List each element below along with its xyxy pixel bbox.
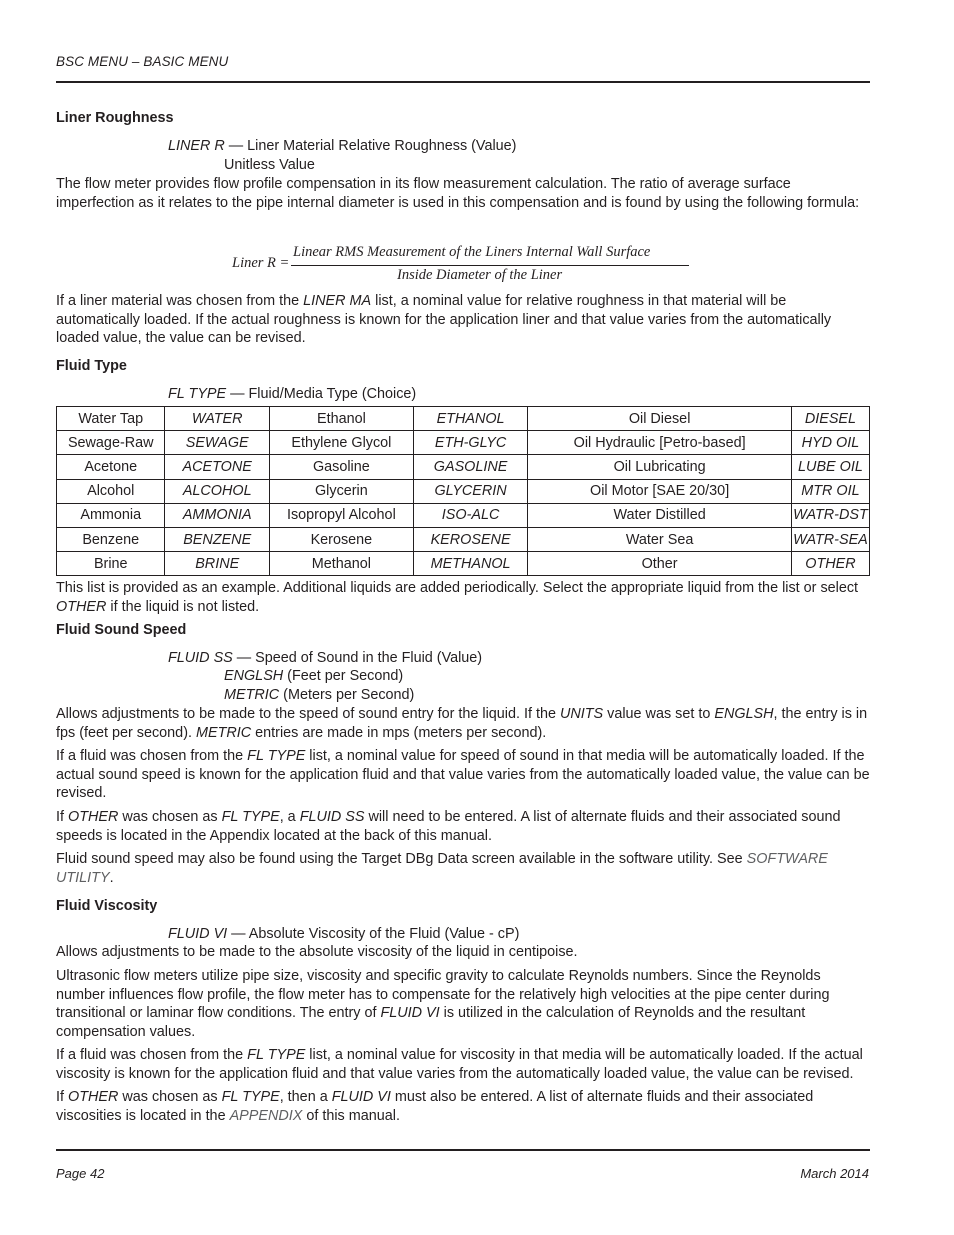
text-run: , the entry is in fps (feet per second). [56, 706, 868, 741]
fluid-name-cell: Ammonia [57, 503, 165, 527]
fluid-code-cell: DIESEL [791, 407, 869, 431]
liner-r-param [168, 137, 516, 156]
text-run: Fluid sound speed may also be found using the Target DBg Data screen available in the software utility. See [56, 851, 747, 867]
fluid-code-cell: WATR-DST [791, 503, 869, 527]
table-row [57, 431, 870, 455]
param-desc: — Fluid/Media Type (Choice) [226, 386, 417, 402]
liner-paragraph-1: The flow meter provides flow profile compensation in its flow measurement calculation. The ratio of average surface imperfection as it relates to the pipe internal diameter is used in this compensation and is found by using the following formula: [56, 176, 860, 211]
fluid-type-note [56, 579, 872, 616]
param-code: METRIC [195, 724, 252, 741]
text-run: If a fluid was chosen from the [56, 748, 248, 764]
text-run: Allows adjustments to be made to the speed of sound entry for the liquid. If the [56, 706, 560, 722]
param-desc: (Feet per Second) [283, 668, 404, 684]
fluid-type-table [56, 406, 870, 576]
param-code: FL TYPE [247, 748, 306, 764]
fluid-code-cell: ACETONE [165, 455, 269, 479]
sound-speed-paragraph-3 [56, 808, 872, 845]
param-code: LINER R [168, 138, 225, 154]
viscosity-paragraph-3 [56, 1046, 872, 1083]
param-code: ENGLSH [714, 706, 774, 722]
fluid-name-cell: Oil Motor [SAE 20/30] [528, 479, 792, 503]
fluid-name-cell: Methanol [269, 552, 413, 576]
viscosity-paragraph-2 [56, 967, 872, 1041]
fluid-code-cell: GLYCERIN [413, 479, 527, 503]
param-desc: — Liner Material Relative Roughness (Value) [224, 138, 517, 154]
param-desc: — Speed of Sound in the Fluid (Value) [232, 650, 483, 666]
header-rule [56, 81, 870, 83]
text-run: , a [279, 809, 300, 825]
fluid-name-cell: Ethylene Glycol [269, 431, 413, 455]
fluid-code-cell: KEROSENE [413, 527, 527, 551]
liner-paragraph-2 [56, 292, 872, 348]
param-code: FLUID VI [168, 926, 228, 942]
liner-r-unit: Unitless Value [224, 157, 315, 173]
text-run: is utilized in the calculation of Reynolds and the resultant compensation values. [56, 1005, 806, 1040]
text-run: If [56, 809, 68, 825]
fluid-name-cell: Oil Diesel [528, 407, 792, 431]
fluid-name-cell: Oil Hydraulic [Petro-based] [528, 431, 792, 455]
text-run: must also be entered. A list of alternate fluids and their associated viscosities is located in the [56, 1089, 814, 1124]
fluid-code-cell: LUBE OIL [791, 455, 869, 479]
fluid-name-cell: Kerosene [269, 527, 413, 551]
param-code: FL TYPE [247, 1047, 306, 1063]
fluid-code-cell: METHANOL [413, 552, 527, 576]
text-run: list, a nominal value for viscosity in that media will be automatically loaded. If the actual viscosity is known for the application fluid and that value varies from the automatically loaded value, the value can be revised. [56, 1047, 863, 1082]
publication-date: March 2014 [800, 1166, 869, 1181]
table-row [57, 527, 870, 551]
viscosity-paragraph-4 [56, 1088, 872, 1125]
text-run: If a fluid was chosen from the [56, 1047, 248, 1063]
param-code: OTHER [56, 598, 107, 615]
text-run: of this manual. [302, 1107, 400, 1124]
fluid-name-cell: Water Distilled [528, 503, 792, 527]
fluid-viscosity-heading: Fluid Viscosity [56, 898, 158, 914]
table-row [57, 552, 870, 576]
fluid-code-cell: AMMONIA [165, 503, 269, 527]
fluid-code-cell: WATER [165, 407, 269, 431]
param-code: FL TYPE [221, 1089, 280, 1105]
liner-r-formula [232, 243, 692, 287]
fluid-type-heading: Fluid Type [56, 358, 127, 374]
param-code: FLUID SS [299, 809, 365, 825]
formula-denominator: Inside Diameter of the Liner [397, 267, 563, 283]
fluid-code-cell: MTR OIL [791, 479, 869, 503]
liner-roughness-heading: Liner Roughness [56, 110, 174, 126]
text-run: This list is provided as an example. Additional liquids are added periodically. Select the appropriate liquid from the list or select [56, 580, 859, 596]
text-run: . [109, 869, 114, 886]
fluid-name-cell: Alcohol [57, 479, 165, 503]
sound-speed-paragraph-1 [56, 705, 872, 742]
fluid-code-cell: BRINE [165, 552, 269, 576]
text-run: if the liquid is not listed. [106, 598, 260, 615]
text-run: list, a nominal value for relative roughness in that material will be automatically loaded. If the actual roughness is known for the application liner and that value varies from the automatically loaded value, the value can be revised. [56, 293, 832, 346]
fluid-name-cell: Isopropyl Alcohol [269, 503, 413, 527]
fluid-code-cell: HYD OIL [791, 431, 869, 455]
metric-option [224, 686, 414, 705]
text-run: was chosen as [118, 1089, 222, 1105]
fluid-sound-speed-heading: Fluid Sound Speed [56, 622, 187, 638]
fluid-name-cell: Oil Lubricating [528, 455, 792, 479]
param-code: LINER MA [303, 293, 372, 309]
table-row [57, 407, 870, 431]
text-run: , then a [279, 1089, 332, 1105]
fluid-code-cell: WATR-SEA [791, 527, 869, 551]
text-run: list, a nominal value for speed of sound in that media will be automatically loaded. If the actual sound speed is known for the application fluid and that value varies from the automatically loaded value, the value can be revised. [56, 748, 870, 801]
param-code: OTHER [68, 809, 119, 825]
param-code: METRIC [224, 687, 280, 703]
param-code: FL TYPE [168, 386, 227, 402]
fluid-name-cell: Other [528, 552, 792, 576]
text-run: If [56, 1089, 68, 1105]
table-row [57, 455, 870, 479]
text-run: value was set to [603, 706, 715, 722]
param-code: OTHER [68, 1089, 119, 1105]
software-utility-link[interactable]: SOFTWARE UTILITY [56, 851, 828, 886]
fluid-code-cell: BENZENE [165, 527, 269, 551]
fluid-name-cell: Acetone [57, 455, 165, 479]
table-row [57, 503, 870, 527]
fluid-name-cell: Benzene [57, 527, 165, 551]
param-code: FL TYPE [221, 809, 280, 825]
fluid-name-cell: Water Sea [528, 527, 792, 551]
param-desc: — Absolute Viscosity of the Fluid (Value - cP) [227, 926, 520, 942]
param-code: FLUID VI [331, 1089, 391, 1105]
fluid-name-cell: Sewage-Raw [57, 431, 165, 455]
fluid-code-cell: ETHANOL [413, 407, 527, 431]
fluid-code-cell: OTHER [791, 552, 869, 576]
fluid-ss-param [168, 649, 482, 668]
param-code: FLUID SS [168, 650, 233, 666]
fluid-name-cell: Brine [57, 552, 165, 576]
appendix-link[interactable]: APPENDIX [229, 1107, 303, 1124]
fluid-vi-param [168, 925, 519, 944]
footer-rule [56, 1149, 870, 1151]
text-run: was chosen as [118, 809, 222, 825]
fluid-code-cell: ISO-ALC [413, 503, 527, 527]
formula-lhs: Liner R = [232, 255, 290, 271]
sound-speed-paragraph-2 [56, 747, 872, 803]
text-run: Ultrasonic flow meters utilize pipe size, viscosity and specific gravity to calculate Reynolds numbers. Since the Reynolds number influences flow profile, the flow meter has to compensate for the relatively high velocities at the pipe center during transitional or laminar flow conditions. The entry of [56, 968, 830, 1021]
page-number: Page 42 [56, 1166, 105, 1181]
fluid-code-cell: SEWAGE [165, 431, 269, 455]
running-header: BSC MENU – BASIC MENU [56, 54, 229, 69]
fluid-code-cell: GASOLINE [413, 455, 527, 479]
text-run: will need to be entered. A list of alternate fluids and their associated sound speeds is located in the Appendix located at the back of this manual. [56, 809, 841, 844]
text-run: entries are made in mps (meters per second). [251, 724, 547, 741]
viscosity-paragraph-1: Allows adjustments to be made to the absolute viscosity of the liquid in centipoise. [56, 944, 578, 960]
englsh-option [224, 667, 403, 686]
fluid-code-cell: ETH-GLYC [413, 431, 527, 455]
table-row [57, 479, 870, 503]
fluid-name-cell: Glycerin [269, 479, 413, 503]
param-code: FLUID VI [380, 1005, 440, 1021]
fl-type-param [168, 385, 416, 404]
param-desc: (Meters per Second) [279, 687, 415, 703]
fluid-name-cell: Water Tap [57, 407, 165, 431]
text-run: If a liner material was chosen from the [56, 293, 304, 309]
sound-speed-paragraph-4 [56, 850, 872, 887]
formula-numerator: Linear RMS Measurement of the Liners Internal Wall Surface [293, 244, 651, 260]
fluid-name-cell: Gasoline [269, 455, 413, 479]
fluid-code-cell: ALCOHOL [165, 479, 269, 503]
param-code: UNITS [559, 706, 604, 722]
fluid-name-cell: Ethanol [269, 407, 413, 431]
param-code: ENGLSH [224, 668, 284, 684]
